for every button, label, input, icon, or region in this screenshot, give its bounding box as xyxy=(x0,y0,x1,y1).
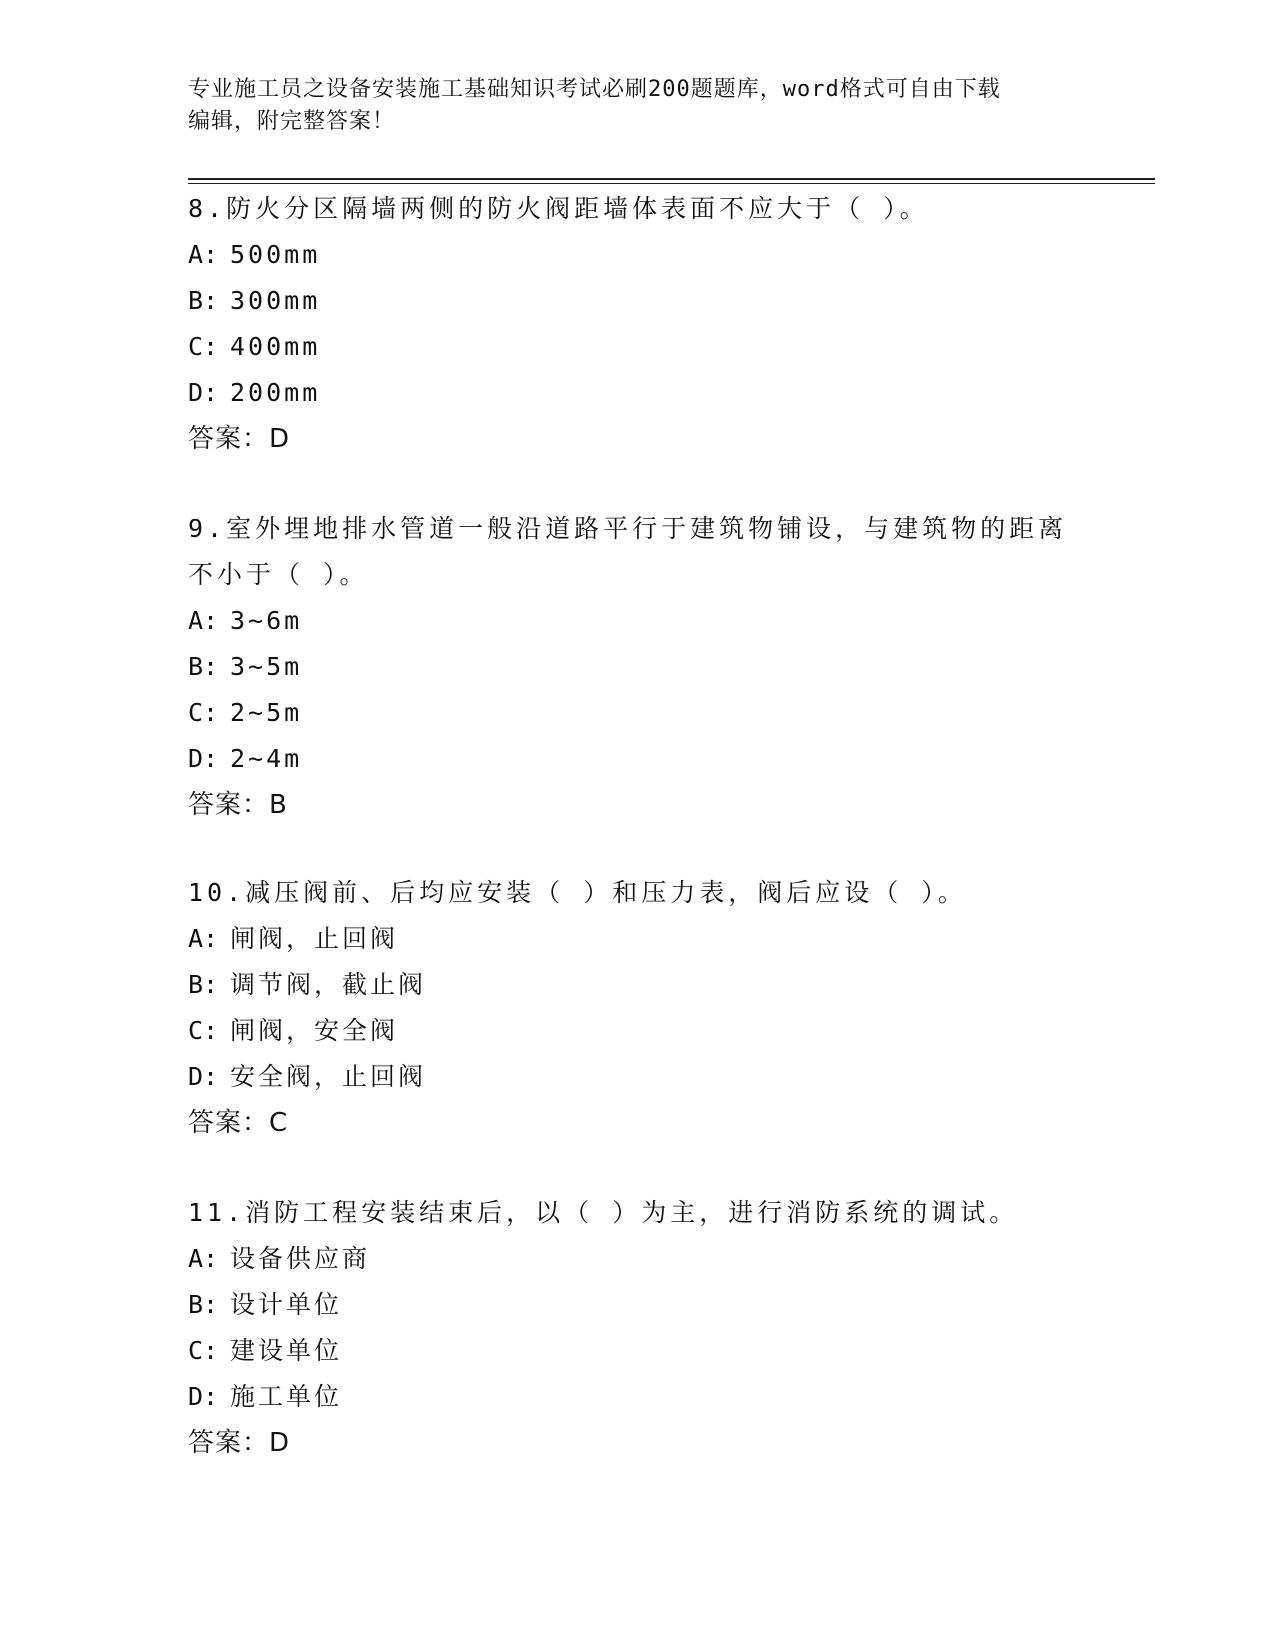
header-rule-thick xyxy=(188,178,1155,180)
option-key: C: xyxy=(188,1336,219,1365)
option-text: 3~6m xyxy=(230,606,303,635)
option-key: C: xyxy=(188,332,219,361)
option-text: 安全阀，止回阀 xyxy=(230,1062,427,1091)
header-line-1: 专业施工员之设备安装施工基础知识考试必刷200题题库，word格式可自由下载 xyxy=(188,77,1001,102)
option-text: 2~5m xyxy=(230,698,303,727)
option-key: C: xyxy=(188,1016,219,1045)
answer: 答案：D xyxy=(188,1428,291,1458)
answer: 答案：D xyxy=(188,424,291,454)
option-key: B: xyxy=(188,970,219,999)
option-key: A: xyxy=(188,1244,219,1273)
question-stem: 9.室外埋地排水管道一般沿道路平行于建筑物铺设，与建筑物的距离不小于（ ）。 xyxy=(188,514,1068,589)
option-text: 3~5m xyxy=(230,652,303,681)
option-b xyxy=(188,1282,1088,1328)
header-rule-thin xyxy=(188,183,1155,184)
question-block-10 xyxy=(188,870,1088,1146)
option-text: 400mm xyxy=(230,332,321,361)
question-block-8 xyxy=(188,186,1088,462)
option-a xyxy=(188,598,1088,644)
option-a xyxy=(188,232,1088,278)
question-stem: 11.消防工程安装结束后，以（ ）为主，进行消防系统的调试。 xyxy=(188,1198,1019,1227)
option-d xyxy=(188,736,1088,782)
option-text: 建设单位 xyxy=(230,1336,343,1365)
option-a xyxy=(188,916,1088,962)
option-key: A: xyxy=(188,924,219,953)
question-stem: 8.防火分区隔墙两侧的防火阀距墙体表面不应大于（ ）。 xyxy=(188,194,929,223)
option-text: 200mm xyxy=(230,378,321,407)
option-text: 闸阀，安全阀 xyxy=(230,1016,399,1045)
option-text: 调节阀，截止阀 xyxy=(230,970,427,999)
option-key: A: xyxy=(188,606,219,635)
option-d xyxy=(188,1374,1088,1420)
option-text: 闸阀，止回阀 xyxy=(230,924,399,953)
option-a xyxy=(188,1236,1088,1282)
option-d xyxy=(188,1054,1088,1100)
option-b xyxy=(188,644,1088,690)
question-stem: 10.减压阀前、后均应安装（ ）和压力表，阀后应设（ ）。 xyxy=(188,878,967,907)
option-c xyxy=(188,1328,1088,1374)
option-c xyxy=(188,690,1088,736)
option-key: D: xyxy=(188,744,219,773)
document-header xyxy=(188,74,1088,138)
option-d xyxy=(188,370,1088,416)
option-key: B: xyxy=(188,286,219,315)
option-key: D: xyxy=(188,1062,219,1091)
option-text: 2~4m xyxy=(230,744,303,773)
option-text: 300mm xyxy=(230,286,321,315)
option-b xyxy=(188,278,1088,324)
question-block-11 xyxy=(188,1190,1088,1466)
option-key: D: xyxy=(188,378,219,407)
option-key: B: xyxy=(188,652,219,681)
option-c xyxy=(188,1008,1088,1054)
option-text: 施工单位 xyxy=(230,1382,343,1411)
option-key: B: xyxy=(188,1290,219,1319)
answer: 答案：B xyxy=(188,790,288,820)
header-line-2: 编辑，附完整答案！ xyxy=(188,109,396,134)
option-b xyxy=(188,962,1088,1008)
option-text: 500mm xyxy=(230,240,321,269)
option-text: 设备供应商 xyxy=(230,1244,371,1273)
option-key: C: xyxy=(188,698,219,727)
option-text: 设计单位 xyxy=(230,1290,343,1319)
answer: 答案：C xyxy=(188,1108,289,1138)
option-key: D: xyxy=(188,1382,219,1411)
option-key: A: xyxy=(188,240,219,269)
option-c xyxy=(188,324,1088,370)
question-block-9 xyxy=(188,506,1088,828)
